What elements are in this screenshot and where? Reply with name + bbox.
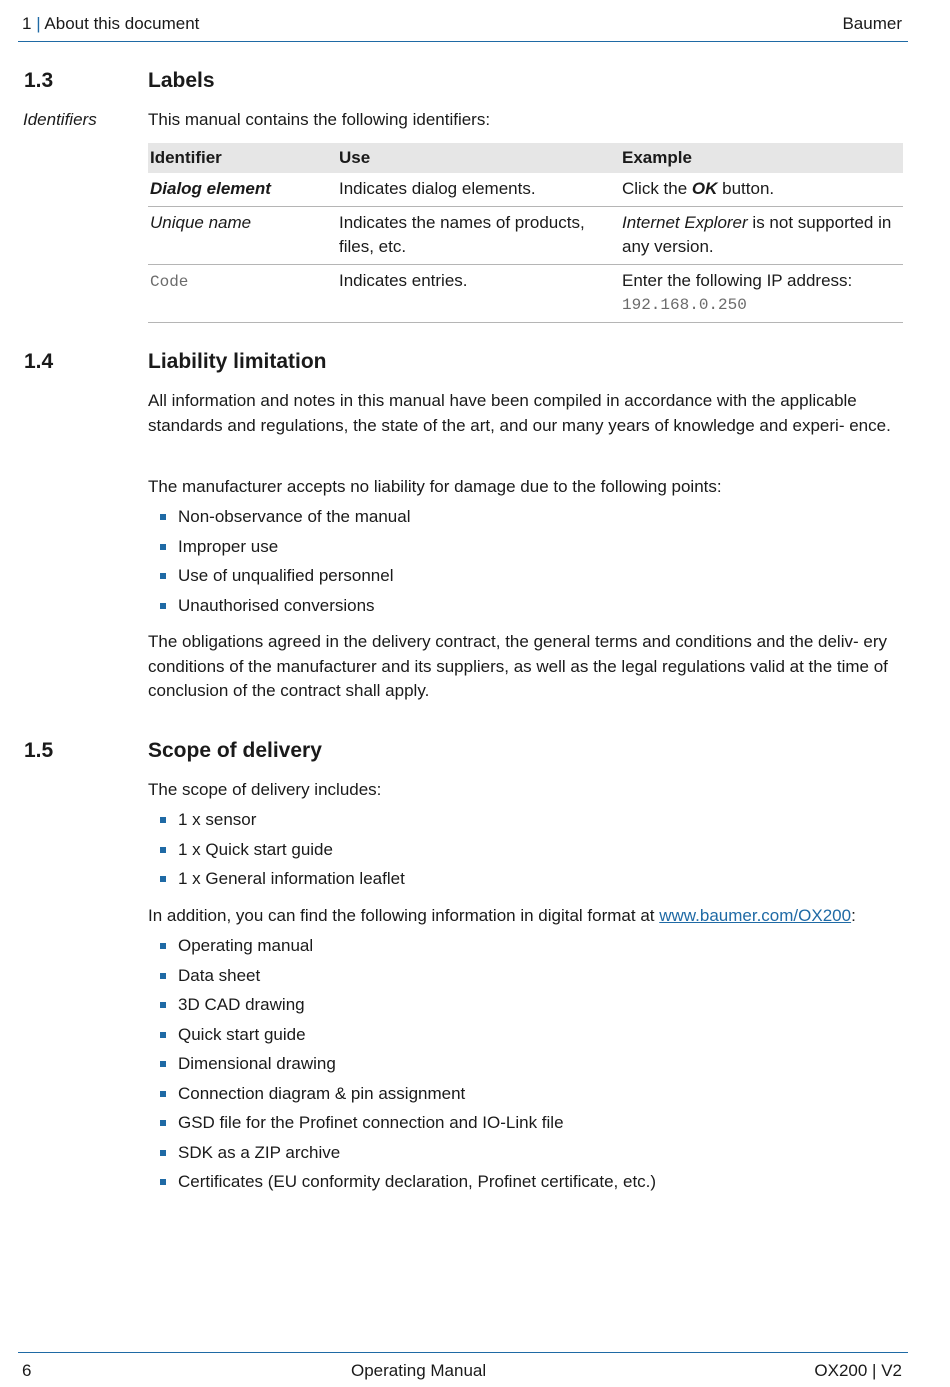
table-row xyxy=(148,206,903,264)
brand-name: Baumer xyxy=(842,14,902,33)
list-item-text: Unauthorised conversions xyxy=(178,595,375,615)
example-text-after: button. xyxy=(717,179,775,198)
identifier-cell xyxy=(148,264,337,322)
liability-list xyxy=(160,507,410,625)
bullet-icon xyxy=(160,943,166,949)
table-header-identifier: Identifier xyxy=(148,143,337,173)
liability-paragraph-1: All information and notes in this manual have been compiled in accordance with the applicable standards and regulations, the state of the art, and our many years of knowledge and experi- ence. xyxy=(148,391,891,435)
bullet-icon xyxy=(160,1150,166,1156)
delivery-intro: The scope of delivery includes: xyxy=(148,780,382,799)
list-item xyxy=(160,1054,656,1084)
list-item-text: Dimensional drawing xyxy=(178,1054,336,1073)
bullet-icon xyxy=(160,1091,166,1097)
digital-intro-colon: : xyxy=(851,906,856,925)
list-item xyxy=(160,566,410,596)
section-intro: This manual contains the following identifiers: xyxy=(148,110,491,129)
list-item-text: 3D CAD drawing xyxy=(178,995,305,1014)
section-number: 1.3 xyxy=(24,69,54,92)
list-item xyxy=(160,840,405,870)
table-header-use: Use xyxy=(337,143,620,173)
list-item xyxy=(160,1172,656,1202)
bullet-icon xyxy=(160,847,166,853)
use-cell: Indicates dialog elements. xyxy=(337,173,620,206)
footer-rule xyxy=(18,1352,908,1353)
liability-paragraph-3: The obligations agreed in the delivery contract, the general terms and conditions and the deliv- ery conditions of the manufacturer and its suppliers, as well as the legal regulations valid at the time of conclusion of the contract shall apply. xyxy=(148,632,888,700)
list-item xyxy=(160,537,410,567)
example-cell xyxy=(620,206,903,264)
list-item-text: Certificates (EU conformity declaration, Profinet certificate, etc.) xyxy=(178,1172,657,1191)
baumer-website-link[interactable]: www.baumer.com/OX200 xyxy=(659,906,852,925)
list-item-text: Non-observance of the manual xyxy=(178,507,411,526)
margin-label: Identifiers xyxy=(23,110,97,129)
table-row xyxy=(148,173,903,206)
list-item-text: SDK as a ZIP archive xyxy=(178,1142,341,1162)
table-row xyxy=(148,264,903,322)
list-item-text: Quick start guide xyxy=(178,1024,306,1044)
table-header-example: Example xyxy=(620,143,903,173)
list-item-text: Data sheet xyxy=(178,965,261,985)
list-item xyxy=(160,936,656,966)
bullet-icon xyxy=(160,817,166,823)
example-emphasis: Internet Explorer xyxy=(622,212,748,232)
list-item xyxy=(160,507,410,537)
bullet-icon xyxy=(160,514,166,520)
section-title: Scope of delivery xyxy=(148,739,322,762)
example-code: 192.168.0.250 xyxy=(622,296,747,314)
section-number: 1.4 xyxy=(24,350,54,373)
chapter-number: 1 xyxy=(22,14,32,33)
header-rule xyxy=(18,41,908,42)
bullet-icon xyxy=(160,973,166,979)
list-item xyxy=(160,1143,656,1173)
bullet-icon xyxy=(160,876,166,882)
identifier-cell xyxy=(148,206,337,264)
list-item-text: Connection diagram & pin assignment xyxy=(178,1083,466,1103)
digital-info-list xyxy=(160,936,656,1202)
identifiers-table xyxy=(148,143,903,323)
example-text: Enter the following IP address: xyxy=(622,270,853,290)
list-item-text: 1 x Quick start guide xyxy=(178,839,333,859)
list-item xyxy=(160,1084,656,1114)
digital-intro xyxy=(148,904,898,929)
bullet-icon xyxy=(160,1032,166,1038)
bullet-icon xyxy=(160,1061,166,1067)
bullet-icon xyxy=(160,544,166,550)
bullet-icon xyxy=(160,1179,166,1185)
list-item xyxy=(160,966,656,996)
example-cell xyxy=(620,264,903,322)
use-cell: Indicates entries. xyxy=(337,264,620,322)
example-text-after: is not supported in any version. xyxy=(622,212,897,256)
section-number: 1.5 xyxy=(24,739,54,762)
list-item xyxy=(160,869,405,899)
list-item-text: Use of unqualified personnel xyxy=(178,566,394,585)
list-item xyxy=(160,810,405,840)
section-title: Labels xyxy=(148,69,215,92)
bullet-icon xyxy=(160,603,166,609)
bullet-icon xyxy=(160,573,166,579)
liability-paragraph-2: The manufacturer accepts no liability for damage due to the following points: xyxy=(148,477,722,496)
product-version: OX200 | V2 xyxy=(814,1361,902,1380)
list-item-text: Operating manual xyxy=(178,936,314,955)
running-header-left xyxy=(22,14,199,34)
list-item xyxy=(160,995,656,1025)
example-emphasis: OK xyxy=(691,179,718,198)
bullet-icon xyxy=(160,1002,166,1008)
section-title: Liability limitation xyxy=(148,350,327,373)
example-cell xyxy=(620,173,903,206)
identifier-cell xyxy=(148,173,337,206)
digital-intro-text: In addition, you can find the following information in digital format at xyxy=(148,906,660,925)
list-item xyxy=(160,1113,656,1143)
delivery-list xyxy=(160,810,405,899)
list-item xyxy=(160,596,410,626)
chapter-title: About this document xyxy=(44,14,200,33)
table-header-row xyxy=(148,143,903,173)
identifier-code: Code xyxy=(150,272,189,291)
identifier-text: Dialog element xyxy=(150,179,271,198)
bullet-icon xyxy=(160,1120,166,1126)
list-item-text: Improper use xyxy=(178,536,279,556)
list-item-text: 1 x General information leaflet xyxy=(178,869,405,888)
page-number: 6 xyxy=(22,1361,32,1380)
list-item-text: 1 x sensor xyxy=(178,810,257,829)
list-item xyxy=(160,1025,656,1055)
list-item-text: GSD file for the Profinet connection and IO-Link file xyxy=(178,1113,564,1132)
example-text: Click the xyxy=(622,179,692,198)
chapter-separator: | xyxy=(36,14,41,33)
document-title: Operating Manual xyxy=(351,1361,487,1380)
use-cell: Indicates the names of products, files, etc. xyxy=(337,206,620,264)
identifier-text: Unique name xyxy=(150,212,252,232)
